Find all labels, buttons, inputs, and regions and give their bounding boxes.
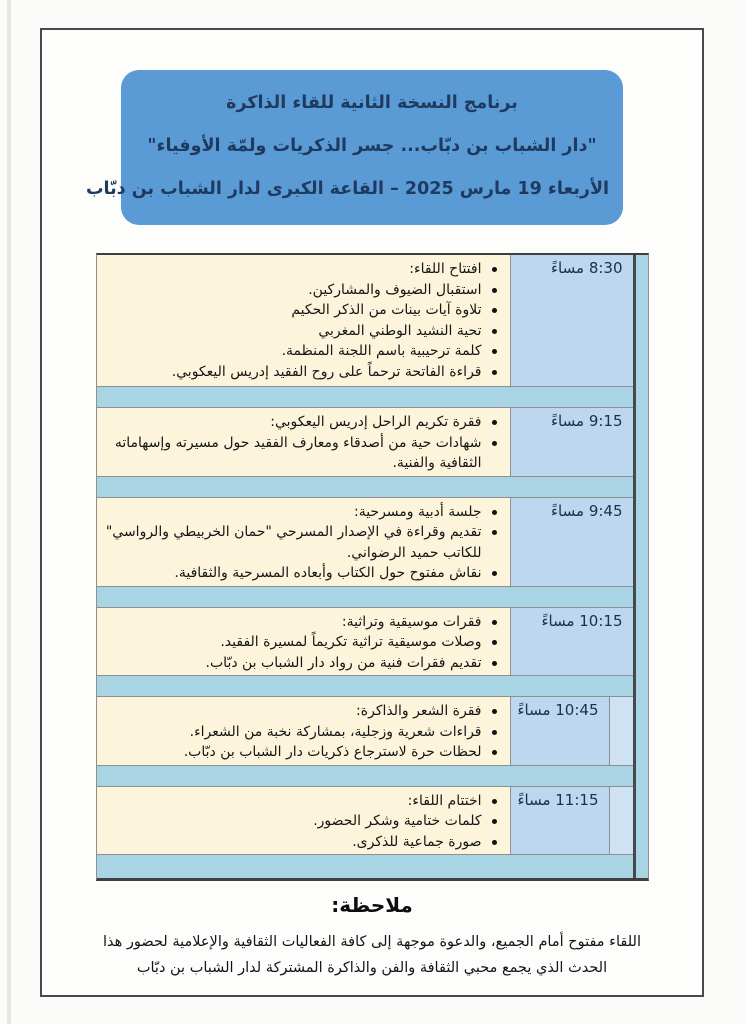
empty-spacer-cell xyxy=(609,697,633,765)
document-page xyxy=(40,28,704,997)
agenda-items-cell xyxy=(97,255,510,386)
table-dark-vertical-rule xyxy=(633,255,636,878)
schedule-row xyxy=(97,787,633,855)
agenda-item: لحظات حرة لاسترجاع ذكريات دار الشباب بن دبّاب. xyxy=(105,742,504,763)
agenda-item: قراءات شعرية وزجلية، بمشاركة نخبة من الشعراء. xyxy=(105,722,504,743)
schedule-row xyxy=(97,255,633,386)
time-cell: 9:15 مساءً xyxy=(510,408,633,476)
time-cell: 11:15 مساءً xyxy=(510,787,609,855)
agenda-item-list xyxy=(105,612,504,674)
agenda-item: كلمة ترحيبية باسم اللجنة المنظمة. xyxy=(105,341,504,362)
note-heading: ملاحظة: xyxy=(331,893,413,917)
agenda-item: شهادات حية من أصدقاء ومعارف الفقيد حول مسيرته وإسهاماته الثقافية والفنية. xyxy=(105,433,504,474)
table-right-rail xyxy=(636,255,648,878)
agenda-item: تلاوة آيات بينات من الذكر الحكيم xyxy=(105,300,504,321)
agenda-item: افتتاح اللقاء: xyxy=(105,259,504,280)
agenda-item: كلمات ختامية وشكر الحضور. xyxy=(105,811,504,832)
agenda-item: نقاش مفتوح حول الكتاب وأبعاده المسرحية والثقافية. xyxy=(105,563,504,584)
row-separator-band xyxy=(97,476,633,498)
program-title: برنامج النسخة الثانية للقاء الذاكرة xyxy=(226,93,518,113)
row-separator-band xyxy=(97,675,633,697)
agenda-item-list xyxy=(105,791,504,853)
time-cell: 9:45 مساءً xyxy=(510,498,633,586)
schedule-row xyxy=(97,608,633,676)
agenda-items-cell xyxy=(97,408,510,476)
row-separator-band xyxy=(97,854,633,878)
program-date-venue: الأربعاء 19 مارس 2025 – القاعة الكبرى لدار الشباب بن دبّاب xyxy=(85,179,609,199)
schedule-table-rows xyxy=(97,255,633,878)
agenda-item: تحية النشيد الوطني المغربي xyxy=(105,321,504,342)
agenda-items-cell xyxy=(97,608,510,676)
agenda-item-list xyxy=(105,412,504,474)
scan-page-edge-shadow xyxy=(7,0,11,1024)
agenda-item: تقديم فقرات فنية من رواد دار الشباب بن دبّاب. xyxy=(105,653,504,674)
schedule-row xyxy=(97,697,633,765)
time-cell: 8:30 مساءً xyxy=(510,255,633,386)
schedule-row xyxy=(97,408,633,476)
agenda-item: قراءة الفاتحة ترحماً على روح الفقيد إدريس اليعكوبي. xyxy=(105,362,504,383)
row-separator-band xyxy=(97,765,633,787)
time-cell: 10:45 مساءً xyxy=(510,697,609,765)
agenda-item-list xyxy=(105,502,504,584)
agenda-item: تقديم وقراءة في الإصدار المسرحي "حمان الخربيطي والرواسي" للكاتب حميد الرضواني. xyxy=(105,522,504,563)
program-subtitle: "دار الشباب بن دبّاب... جسر الذكريات ولمّة الأوفياء" xyxy=(147,136,597,156)
agenda-item: وصلات موسيقية تراثية تكريماً لمسيرة الفقيد. xyxy=(105,632,504,653)
agenda-item: استقبال الضيوف والمشاركين. xyxy=(105,280,504,301)
row-separator-band xyxy=(97,386,633,408)
agenda-item: جلسة أدبية ومسرحية: xyxy=(105,502,504,523)
agenda-item-list xyxy=(105,259,504,382)
agenda-item: فقرات موسيقية وتراثية: xyxy=(105,612,504,633)
agenda-item-list xyxy=(105,701,504,763)
note-body: اللقاء مفتوح أمام الجميع، والدعوة موجهة إلى كافة الفعاليات الثقافية والإعلامية لحضور هذا الحدث الذي يجمع محبي الثقافة والفن والذاكرة المشتركة لدار الشباب بن دبّاب xyxy=(102,934,641,976)
agenda-item: اختتام اللقاء: xyxy=(105,791,504,812)
agenda-items-cell xyxy=(97,697,510,765)
empty-spacer-cell xyxy=(609,787,633,855)
schedule-table xyxy=(96,253,649,881)
row-separator-band xyxy=(97,586,633,608)
agenda-item: صورة جماعية للذكرى. xyxy=(105,832,504,853)
schedule-row xyxy=(97,498,633,586)
agenda-item: فقرة الشعر والذاكرة: xyxy=(105,701,504,722)
time-cell: 10:15 مساءً xyxy=(510,608,633,676)
program-header-box xyxy=(85,70,623,225)
agenda-items-cell xyxy=(97,787,510,855)
agenda-item: فقرة تكريم الراحل إدريس اليعكوبي: xyxy=(105,412,504,433)
agenda-items-cell xyxy=(97,498,510,586)
